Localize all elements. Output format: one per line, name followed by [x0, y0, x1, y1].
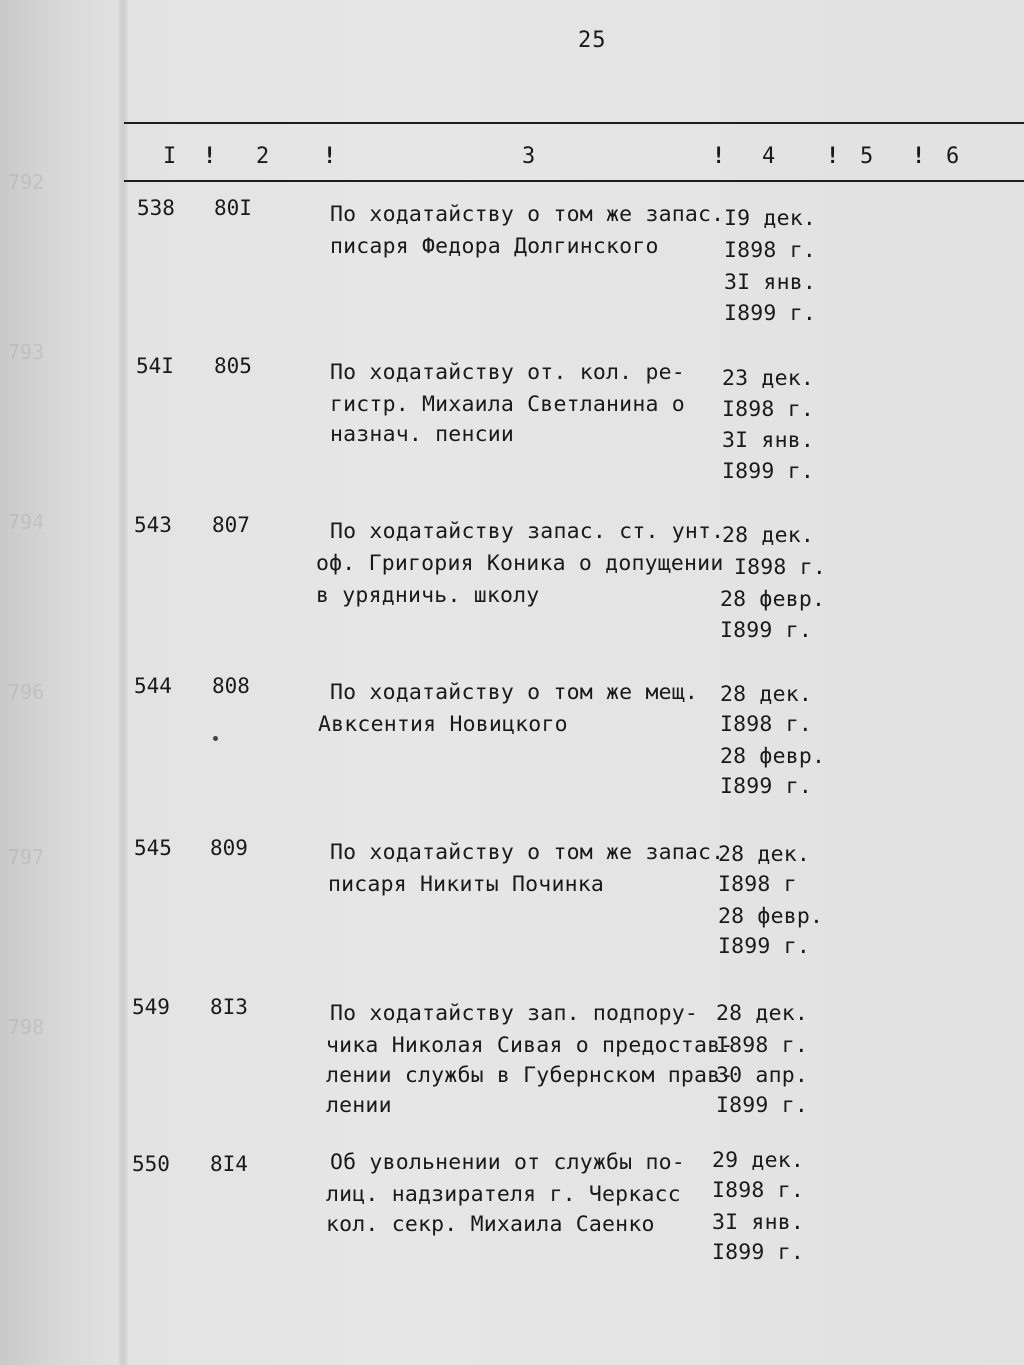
record-date-line: I898 г. — [724, 238, 817, 263]
record-text-line: в урядничь. школу — [316, 583, 540, 608]
record-number: 54I — [136, 354, 174, 378]
record-date-line: I899 г. — [716, 1093, 809, 1118]
record-date-line: 28 дек. — [720, 682, 813, 707]
column-header-4: 4 — [762, 144, 776, 169]
record-date-line: I898 г. — [712, 1178, 805, 1203]
record-date-line: 28 дек. — [718, 842, 811, 867]
record-date-line: 3I янв. — [722, 428, 815, 453]
record-date-line: I9 дек. — [724, 206, 817, 231]
record-text-line: Об увольнении от службы по- — [330, 1150, 685, 1175]
bleed-through-mark: 793 — [8, 340, 45, 364]
record-number: 538 — [137, 196, 175, 220]
record-number: 543 — [134, 513, 172, 537]
column-separator: ! — [912, 144, 926, 169]
bleed-through-mark: 794 — [8, 510, 45, 534]
case-number: 80I — [214, 196, 252, 220]
column-separator: ! — [826, 144, 840, 169]
record-date-line: 3I янв. — [724, 270, 817, 295]
record-date-line: I898 г. — [734, 555, 827, 580]
column-separator: ! — [712, 144, 726, 169]
table-top-rule — [124, 122, 1024, 124]
record-text-line: писаря Федора Долгинского — [330, 234, 659, 259]
case-number: 807 — [212, 513, 250, 537]
record-text-line: По ходатайству запас. ст. унт. — [330, 519, 725, 544]
record-text-line: По ходатайству о том же мещ. — [330, 680, 699, 705]
record-date-line: 28 февр. — [720, 744, 826, 769]
record-text-line: чика Николая Сивая о предостав- — [326, 1033, 734, 1058]
record-text-line: кол. секр. Михаила Саенко — [326, 1212, 655, 1237]
record-text-line: лиц. надзирателя г. Черкасс — [326, 1182, 681, 1207]
case-number: 808 — [212, 674, 250, 698]
column-header-6: 6 — [946, 144, 960, 169]
record-date-line: I899 г. — [720, 618, 813, 643]
record-date-line: I898 г. — [720, 712, 813, 737]
record-text-line: лении службы в Губернском прав- — [326, 1063, 734, 1088]
ink-dot — [213, 736, 218, 741]
record-text-line: гистр. Михаила Светланина о — [330, 392, 685, 417]
record-date-line: 29 дек. — [712, 1148, 805, 1173]
record-text-line: По ходатайству о том же запас. — [330, 202, 725, 227]
record-date-line: I899 г. — [712, 1240, 805, 1265]
bleed-through-mark: 792 — [8, 170, 45, 194]
record-number: 549 — [132, 995, 170, 1019]
record-text-line: По ходатайству от. кол. ре- — [330, 360, 685, 385]
record-text-line: назнач. пенсии — [330, 422, 515, 447]
record-date-line: I898 г — [718, 872, 797, 897]
column-separator: ! — [203, 144, 217, 169]
case-number: 805 — [214, 354, 252, 378]
record-text-line: писаря Никиты Починка — [328, 872, 605, 897]
column-header-1: I — [163, 144, 177, 169]
record-date-line: I899 г. — [718, 934, 811, 959]
record-text-line: Авксентия Новицкого — [318, 712, 568, 737]
column-header-3: 3 — [522, 144, 536, 169]
record-date-line: 28 дек. — [722, 523, 815, 548]
record-text-line: По ходатайству зап. подпору- — [330, 1001, 699, 1026]
page-number: 25 — [578, 28, 607, 53]
bleed-through-mark: 796 — [8, 680, 45, 704]
case-number: 809 — [210, 836, 248, 860]
record-date-line: I898 г. — [722, 397, 815, 422]
record-text-line: По ходатайству о том же запас. — [330, 840, 725, 865]
record-text-line: оф. Григория Коника о допущении — [316, 551, 724, 576]
page-fold-shadow — [118, 0, 128, 1365]
record-date-line: 23 дек. — [722, 366, 815, 391]
record-date-line: 3I янв. — [712, 1210, 805, 1235]
bleed-through-mark: 797 — [8, 845, 45, 869]
record-number: 550 — [132, 1152, 170, 1176]
case-number: 8I3 — [210, 995, 248, 1019]
record-date-line: 28 февр. — [718, 904, 824, 929]
record-number: 545 — [134, 836, 172, 860]
column-separator: ! — [323, 144, 337, 169]
record-date-line: I898 г. — [716, 1033, 809, 1058]
record-date-line: I899 г. — [724, 301, 817, 326]
table-header-rule — [124, 180, 1024, 182]
record-date-line: 28 дек. — [716, 1001, 809, 1026]
case-number: 8I4 — [210, 1152, 248, 1176]
column-header-2: 2 — [256, 144, 270, 169]
record-text-line: лении — [326, 1093, 392, 1118]
record-number: 544 — [134, 674, 172, 698]
bleed-through-mark: 798 — [8, 1015, 45, 1039]
record-date-line: 30 апр. — [716, 1063, 809, 1088]
column-header-5: 5 — [860, 144, 874, 169]
record-date-line: I899 г. — [720, 774, 813, 799]
record-date-line: 28 февр. — [720, 587, 826, 612]
record-date-line: I899 г. — [722, 459, 815, 484]
